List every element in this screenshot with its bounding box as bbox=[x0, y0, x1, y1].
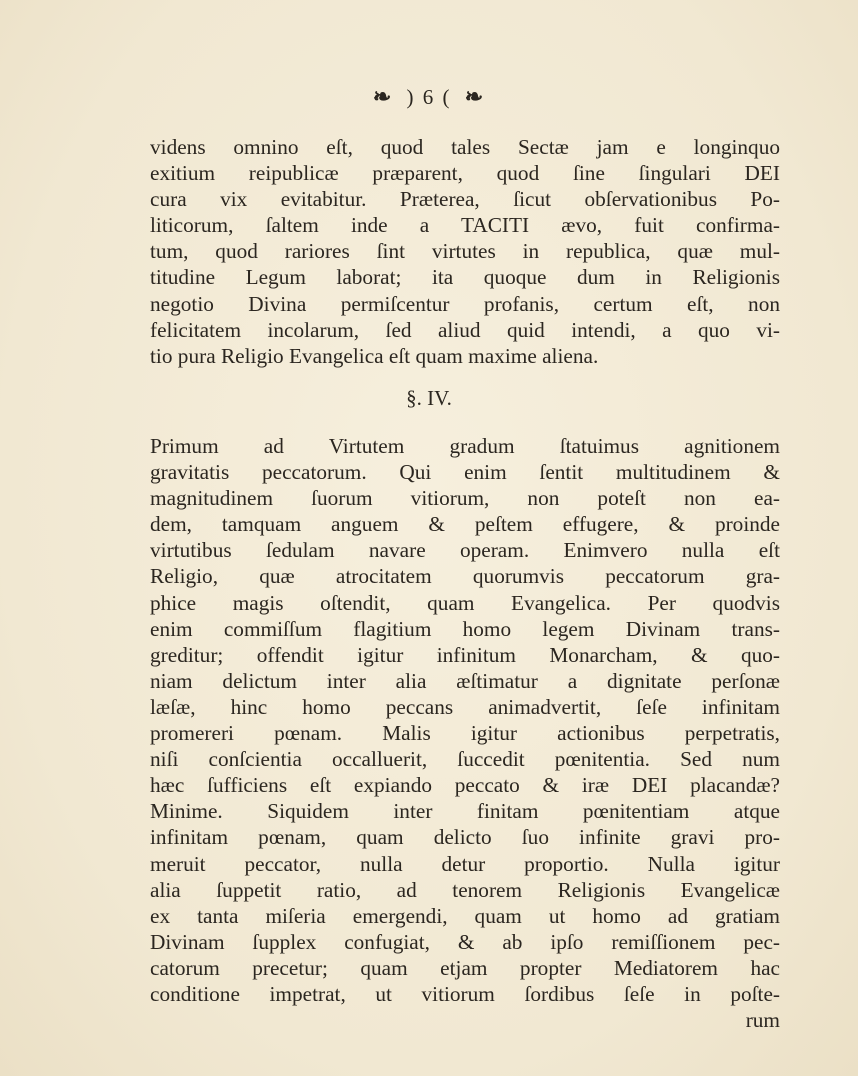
text-line: Minime. Siquidem inter finitam pœnitentiam atque bbox=[150, 799, 780, 824]
text-line: hæc ſufficiens eſt expiando peccato & iræ DEI placandæ? bbox=[150, 773, 780, 798]
text-line: exitium reipublicæ præparent, quod ſine ſingulari DEI bbox=[150, 161, 780, 186]
text-line: negotio Divina permiſcentur profanis, certum eſt, non bbox=[150, 291, 780, 316]
text-line: tum, quod rariores ſint virtutes in republica, quæ mul- bbox=[150, 239, 780, 264]
text-line: alia ſuppetit ratio, ad tenorem Religionis Evangelicæ bbox=[150, 877, 780, 902]
text-line: Divinam ſupplex confugiat, & ab ipſo remiſſionem pec- bbox=[150, 929, 780, 954]
text-line: magnitudinem ſuorum vitiorum, non poteſt non ea- bbox=[150, 486, 780, 511]
text-line: catorum precetur; quam etjam propter Mediatorem hac bbox=[150, 955, 780, 980]
text-line: dem, tamquam anguem & peſtem effugere, & proinde bbox=[150, 512, 780, 537]
page-header bbox=[0, 84, 858, 110]
text-line: læſæ, hinc homo peccans animadvertit, ſeſe infinitam bbox=[150, 694, 780, 719]
text-line: niſi conſcientia occalluerit, ſuccedit pœnitentia. Sed num bbox=[150, 747, 780, 772]
text-line: promereri pœnam. Malis igitur actionibus perpetratis, bbox=[150, 721, 780, 746]
left-ornament-icon: ❧ bbox=[372, 84, 394, 109]
paragraph-1 bbox=[150, 134, 780, 369]
text-line: liticorum, ſaltem inde a TACITI ævo, fuit confirma- bbox=[150, 213, 780, 238]
page-number: ) 6 ( bbox=[406, 85, 452, 109]
text-line: enim commiſſum flagitium homo legem Divinam trans- bbox=[150, 616, 780, 641]
text-line: Religio, quæ atrocitatem quorumvis peccatorum gra- bbox=[150, 564, 780, 589]
text-line: phice magis oſtendit, quam Evangelica. Per quodvis bbox=[150, 590, 780, 615]
text-line: gravitatis peccatorum. Qui enim ſentit multitudinem & bbox=[150, 460, 780, 485]
text-line: titudine Legum laborat; ita quoque dum in Religionis bbox=[150, 265, 780, 290]
text-line: videns omnino eſt, quod tales Sectæ jam e longinquo bbox=[150, 135, 780, 159]
text-line: cura vix evitabitur. Præterea, ſicut obſervationibus Po- bbox=[150, 187, 780, 212]
text-line: Primum ad Virtutem gradum ſtatuimus agnitionem bbox=[150, 434, 780, 458]
text-line: ex tanta miſeria emergendi, quam ut homo ad gratiam bbox=[150, 903, 780, 928]
text-line: conditione impetrat, ut vitiorum ſordibus ſeſe in poſte- bbox=[150, 981, 780, 1006]
text-line: greditur; offendit igitur infinitum Monarcham, & quo- bbox=[150, 642, 780, 667]
text-line: infinitam pœnam, quam delicto ſuo infinite gravi pro- bbox=[150, 825, 780, 850]
catchword: rum bbox=[745, 1008, 780, 1033]
right-ornament-icon: ❧ bbox=[464, 84, 486, 109]
section-heading: §. IV. bbox=[406, 386, 452, 410]
paragraph-2 bbox=[150, 433, 780, 1033]
text-line: meruit peccator, nulla detur proportio. Nulla igitur bbox=[150, 851, 780, 876]
text-line: felicitatem incolarum, ſed aliud quid intendi, a quo vi- bbox=[150, 317, 780, 342]
text-line: tio pura Religio Evangelica eſt quam maxime aliena. bbox=[150, 343, 599, 368]
text-line: virtutibus ſedulam navare operam. Enimvero nulla eſt bbox=[150, 538, 780, 563]
text-line: niam delictum inter alia æſtimatur a dignitate perſonæ bbox=[150, 668, 780, 693]
